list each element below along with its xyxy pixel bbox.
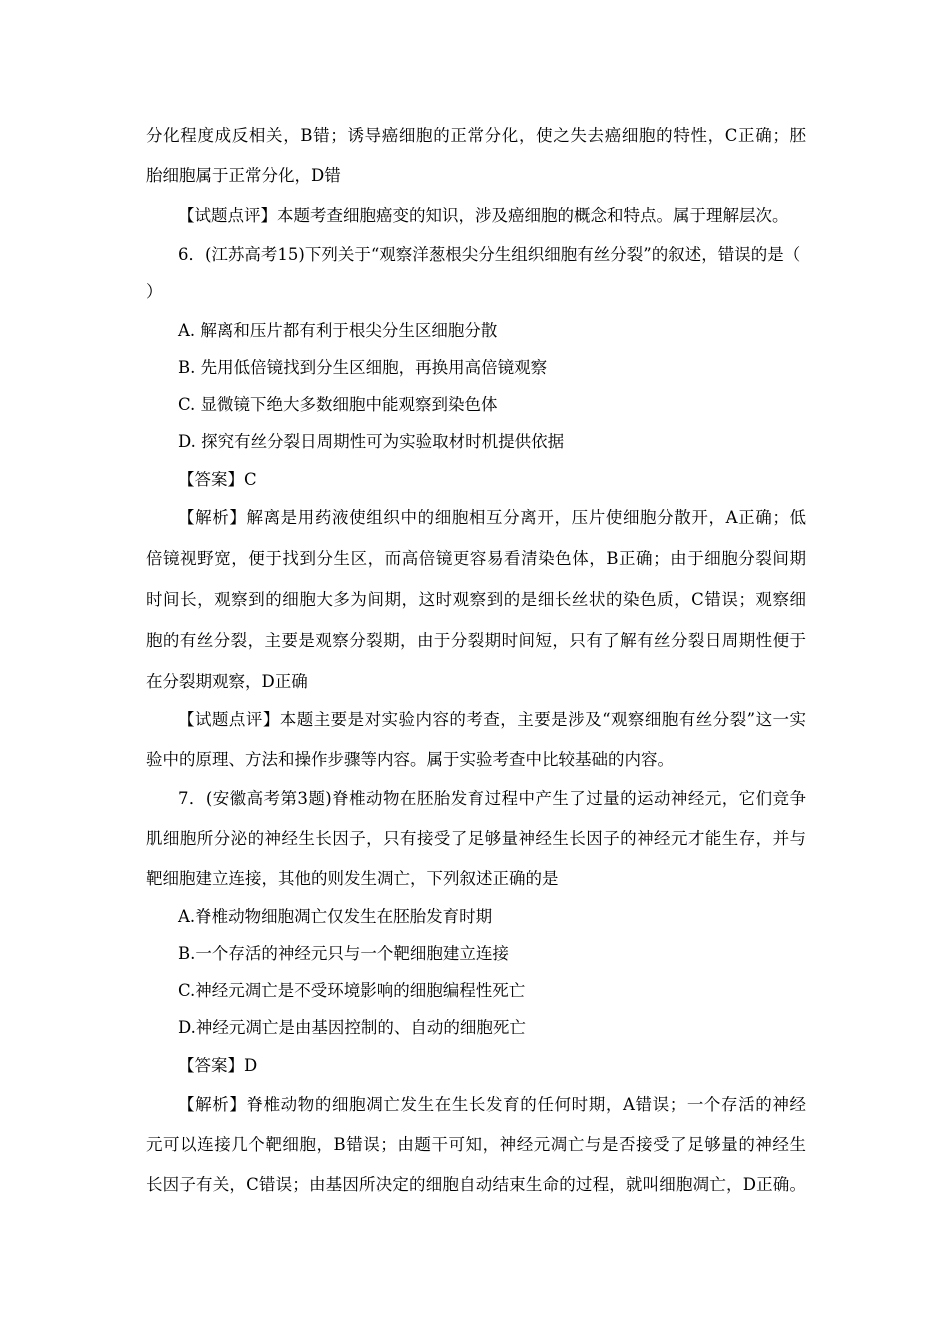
analysis-line: 在分裂期观察，D正确 [146,672,308,691]
option-b: B. 先用低倍镜找到分生区细胞，再换用高倍镜观察 [178,358,548,377]
question-7-stem: 7．(安徽高考第3题)脊椎动物在胚胎发育过程中产生了过量的运动神经元，它们竞争 [178,789,806,808]
answer-line: 【答案】C [178,470,257,489]
analysis-line: 胞的有丝分裂，主要是观察分裂期，由于分裂期时间短，只有了解有丝分裂日周期性便于 [146,631,806,650]
analysis-line: 倍镜视野宽，便于找到分生区，而高倍镜更容易看清染色体，B正确；由于细胞分裂间期 [146,549,806,568]
analysis-line: 时间长，观察到的细胞大多为间期，这时观察到的是细长丝状的染色质，C错误；观察细 [146,590,806,609]
option-d: D. 探究有丝分裂日周期性可为实验取材时机提供依据 [178,432,565,451]
comment-line: 【试题点评】本题主要是对实验内容的考查，主要是涉及“观察细胞有丝分裂”这一实 [178,710,806,729]
option-a: A.脊椎动物细胞凋亡仅发生在胚胎发育时期 [178,907,493,926]
analysis-line: 【解析】解离是用药液使组织中的细胞相互分离开，压片使细胞分散开，A正确；低 [178,508,806,527]
question-7-stem: 靶细胞建立连接，其他的则发生凋亡，下列叙述正确的是 [146,869,559,888]
question-6-stem-end: ） [146,282,163,301]
option-c: C.神经元凋亡是不受环境影响的细胞编程性死亡 [178,981,526,1000]
analysis-line: 【解析】脊椎动物的细胞凋亡发生在生长发育的任何时期，A错误；一个存活的神经 [178,1095,806,1114]
paragraph-line: 分化程度成反相关，B错；诱导癌细胞的正常分化，使之失去癌细胞的特性，C正确；胚 [146,126,806,145]
analysis-line: 元可以连接几个靶细胞，B错误；由题干可知，神经元凋亡与是否接受了足够量的神经生 [146,1135,806,1154]
analysis-line: 长因子有关，C错误；由基因所决定的细胞自动结束生命的过程，就叫细胞凋亡，D正确。 [146,1175,806,1194]
paragraph-line: 胎细胞属于正常分化，D错 [146,166,341,185]
option-d: D.神经元凋亡是由基因控制的、自动的细胞死亡 [178,1018,526,1037]
option-b: B.一个存活的神经元只与一个靶细胞建立连接 [178,944,509,963]
option-c: C. 显微镜下绝大多数细胞中能观察到染色体 [178,395,498,414]
question-7-stem: 肌细胞所分泌的神经生长因子，只有接受了足够量神经生长因子的神经元才能生存，并与 [146,829,806,848]
comment-line: 验中的原理、方法和操作步骤等内容。属于实验考查中比较基础的内容。 [146,750,674,769]
option-a: A. 解离和压片都有利于根尖分生区细胞分散 [178,321,498,340]
comment-line: 【试题点评】本题考查细胞癌变的知识，涉及癌细胞的概念和特点。属于理解层次。 [178,206,789,225]
question-6-stem: 6．(江苏高考15)下列关于“观察洋葱根尖分生组织细胞有丝分裂”的叙述，错误的是（ [178,245,801,264]
answer-line: 【答案】D [178,1056,258,1075]
